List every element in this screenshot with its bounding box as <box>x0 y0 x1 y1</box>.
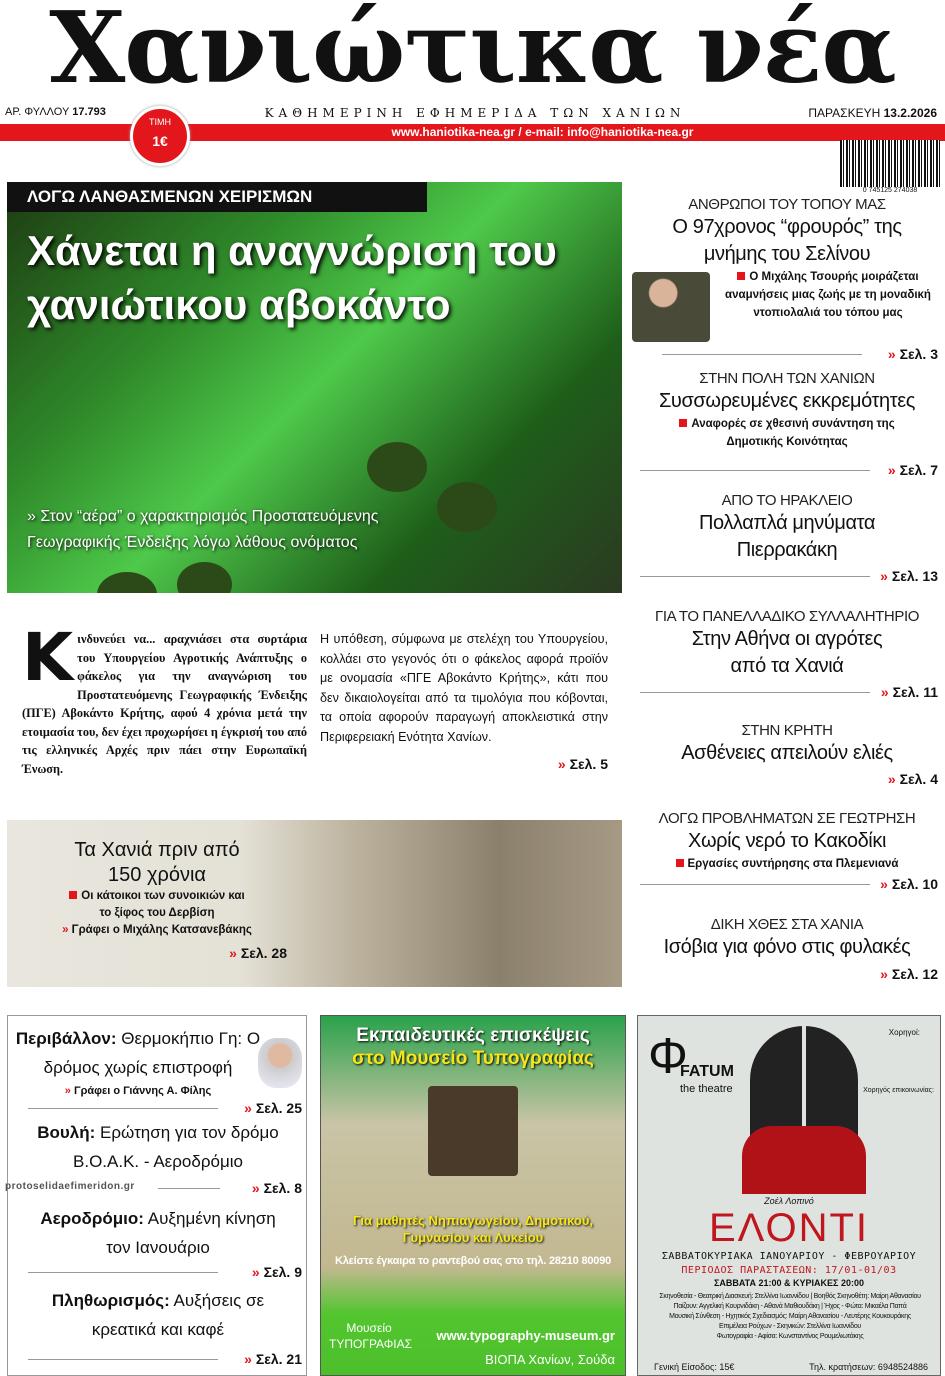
story-headline: Ασθένειες απειλούν ελιές <box>681 742 893 764</box>
lead-subheadline: » Στον “αέρα” ο χαρακτηρισμός Προστατευόμενης Γεωγραφικής Ένδειξης λόγω λάθους ονόματος <box>27 508 379 551</box>
play-period: ΠΕΡΙΟΔΟΣ ΠΑΡΑΣΤΑΣΕΩΝ: 17/01-01/03 <box>681 1265 897 1276</box>
poster-red-coat <box>742 1126 866 1194</box>
story-page-link[interactable]: » Σελ. 4 <box>887 771 938 787</box>
play-author: Ζοέλ Λοπινό <box>764 1196 814 1206</box>
lead-headline[interactable]: Χάνεται η αναγνώριση του χανιώτικου αβοκάντο <box>27 227 557 328</box>
play-times: ΣΑΒΒΑΤΑ 21:00 & ΚΥΡΙΑΚΕΣ 20:00 <box>714 1278 864 1288</box>
museum-logo: Μουσείο ΤΥΠΟΓΡΑΦΙΑΣ <box>329 1321 413 1351</box>
right-story-4[interactable] <box>632 608 942 703</box>
history-page-link[interactable]: » Σελ. 28 <box>229 945 287 961</box>
portrait-photo <box>632 272 710 342</box>
ad-location: ΒΙΟΠΑ Χανίων, Σούδα <box>485 1352 615 1367</box>
museum-ad[interactable] <box>320 1015 626 1376</box>
history-author: Γράφει ο Μιχάλης Κατσανεβάκης <box>71 924 252 936</box>
columnist-photo <box>258 1038 302 1088</box>
watermark: protoselidaefimeridon.gr <box>5 1181 135 1192</box>
story-headline: Συσσωρευμένες εκκρεμότητες <box>658 390 916 412</box>
brief-2-page[interactable]: » Σελ. 8 <box>251 1180 302 1196</box>
right-story-5[interactable] <box>632 722 942 792</box>
story-headline: Χωρίς νερό το Κακοδίκι <box>688 830 886 852</box>
story-page-link[interactable]: » Σελ. 13 <box>880 568 938 584</box>
barcode: 0 745125 274038 <box>840 140 940 192</box>
brief-1-page[interactable]: » Σελ. 25 <box>244 1100 302 1116</box>
story-deck: Εργασίες συντήρησης στα Πλεμενιανά <box>632 855 942 873</box>
tagline: ΚΑΘΗΜΕΡΙΝΗ ΕΦΗΜΕΡΙΔΑ ΤΩΝ ΧΑΝΙΩΝ <box>264 106 686 120</box>
ad-subtitle: στο Μουσείο Τυπογραφίας <box>352 1048 594 1069</box>
masthead-title: Χανιώτικα νέα <box>49 0 896 106</box>
lead-body-col2: Η υπόθεση, σύμφωνα με στελέχη του Υπουργείου, κολλάει στο γεγονός ότι ο φάκελος αφορά προϊόν με ονομασία «ΠΓΕ Αβοκάντο Κρήτης», κάτι που δεν δικαιολογείται από τα τιμολόγια που κόβονται, τα οποία αφορούν παραγωγή αποκλειστικά στην Περιφερειακή Ενότητα Χανίων. » Σελ. 5 <box>320 630 608 775</box>
story-page-link[interactable]: » Σελ. 7 <box>887 462 938 478</box>
right-story-3[interactable] <box>632 492 942 587</box>
story-kicker: ΑΠΟ ΤΟ ΗΡΑΚΛΕΙΟ <box>721 492 853 509</box>
fatum-logo-icon: Φ <box>648 1028 688 1084</box>
booking-phone: Τηλ. κρατήσεων: 6948524886 <box>809 1362 928 1372</box>
story-headline: Πολλαπλά μηνύματα Πιερρακάκη <box>698 512 876 561</box>
story-kicker: ΑΝΘΡΩΠΟΙ ΤΟΥ ΤΟΠΟΥ ΜΑΣ <box>688 196 886 213</box>
story-kicker: ΔΙΚΗ ΧΘΕΣ ΣΤΑ ΧΑΝΙΑ <box>710 916 864 933</box>
story-headline: Ο 97χρονος “φρουρός” της μνήμης του Σελίνου <box>672 216 902 265</box>
ad-url[interactable]: www.typography-museum.gr <box>436 1328 615 1343</box>
ad-audience: Για μαθητές Νηπιαγωγείου, Δημοτικού, Γυμνασίου και Λυκείου <box>352 1213 594 1245</box>
story-headline: Ισόβια για φόνο στις φυλακές <box>663 936 911 958</box>
play-schedule: ΣΑΒΒΑΤΟΚΥΡΙΑΚΑ ΙΑΝΟΥΑΡΙΟΥ - ΦΕΒΡΟΥΑΡΙΟΥ <box>661 1251 917 1262</box>
brief-3-page[interactable]: » Σελ. 9 <box>251 1264 302 1280</box>
story-kicker: ΓΙΑ ΤΟ ΠΑΝΕΛΛΑΔΙΚΟ ΣΥΛΛΑΛΗΤΗΡΙΟ <box>654 608 919 625</box>
lead-body-col1: Κινδυνεύει να... αραχνιάσει στα συρτάρια του Υπουργείου Αγροτικής Ανάπτυξης ο φάκελος για την αναγνώριση του Προστατευόμενης Γεωγραφικής Ένδειξης (ΠΓΕ) Αβοκάντο Κρήτης, αφού 4 χρόνια μετά την ετοιμασία του, δεν έχει προχωρήσει η έγκρισή του από τις ελληνικές Αρχές πριν πάει στην Ευρωπαϊκή Ένωση. <box>22 619 307 776</box>
history-feature[interactable]: Τα Χανιά πριν από 150 χρόνια Οι κάτοικοι των συνοικιών και το ξίφος του Δερβίση » Γράφει ο Μιχάλης Κατσανεβάκης » Σελ. 28 <box>7 820 622 987</box>
right-story-7[interactable] <box>632 916 942 986</box>
comm-sponsor-label: Χορηγός επικοινωνίας: <box>863 1087 934 1094</box>
brief-2[interactable]: Βουλή: Ερώτηση για τον δρόμο Β.Ο.Α.Κ. - Αεροδρόμιο <box>37 1123 279 1171</box>
ad-title: Εκπαιδευτικές επισκέψεις <box>356 1025 590 1046</box>
date: ΠΑΡΑΣΚΕΥΗ 13.2.2026 <box>808 106 937 120</box>
brief-3[interactable]: Αεροδρόμιο: Αυξημένη κίνηση τον Ιανουάριο <box>40 1209 276 1257</box>
story-headline: Στην Αθήνα οι αγρότες από τα Χανιά <box>691 628 883 677</box>
lead-story-image[interactable] <box>7 182 622 593</box>
contact-bar[interactable]: www.haniotika-nea.gr / e-mail: info@haniotika-nea.gr <box>0 124 945 141</box>
story-page-link[interactable]: » Σελ. 12 <box>880 966 938 982</box>
theatre-ad[interactable] <box>637 1015 941 1376</box>
ticket-price: Γενική Είσοδος: 15€ <box>654 1362 735 1372</box>
story-kicker: ΣΤΗΝ ΠΟΛΗ ΤΩΝ ΧΑΝΙΩΝ <box>699 370 875 387</box>
lead-kicker: ΛΟΓΩ ΛΑΝΘΑΣΜΕΝΩΝ ΧΕΙΡΙΣΜΩΝ <box>7 182 427 212</box>
theatre-brand: FATUM the theatre <box>680 1063 734 1095</box>
brief-1[interactable]: Περιβάλλον: Θερμοκήπιο Γη: Ο δρόμος χωρίς επιστροφή » Γράφει ο Γιάννης Α. Φίλης <box>15 1029 261 1097</box>
right-story-6[interactable] <box>632 810 942 906</box>
story-deck: Ο Μιχάλης Τσουρής μοιράζεται αναμνήσεις μιας ζωής με τη μοναδική ντοπιολαλιά του τόπου μας <box>725 271 931 319</box>
right-story-1[interactable] <box>632 196 942 364</box>
story-page-link[interactable]: » Σελ. 11 <box>880 684 938 700</box>
printing-press-illustration <box>428 1086 518 1176</box>
story-deck: Αναφορές σε χθεσινή συνάντηση της Δημοτικής Κοινότητας <box>677 415 897 451</box>
brief-4[interactable]: Πληθωρισμός: Αυξήσεις σε κρεατικά και καφέ <box>51 1291 265 1339</box>
right-story-2[interactable] <box>632 370 942 482</box>
story-kicker: ΣΤΗΝ ΚΡΗΤΗ <box>741 722 833 739</box>
brief-4-page[interactable]: » Σελ. 21 <box>244 1351 302 1367</box>
story-page-link[interactable]: » Σελ. 3 <box>887 346 938 362</box>
play-title: ΕΛΟΝΤΙ <box>708 1206 870 1250</box>
briefs-box <box>7 1015 307 1376</box>
history-deck: Οι κάτοικοι των συνοικιών και το ξίφος του Δερβίση <box>81 890 245 919</box>
sponsors-label: Χορηγοί: <box>888 1028 920 1037</box>
ad-booking: Κλείστε έγκαιρα το ραντεβού σας στο τηλ. 28210 80090 <box>334 1255 612 1267</box>
issue-number: ΑΡ. ΦΥΛΛΟΥ 17.793 <box>5 106 106 118</box>
story-kicker: ΛΟΓΩ ΠΡΟΒΛΗΜΑΤΩΝ ΣΕ ΓΕΩΤΡΗΣΗ <box>658 810 916 827</box>
lead-page-link[interactable]: » Σελ. 5 <box>557 756 608 772</box>
price-badge: ΤΙΜΗ 1€ <box>130 106 190 166</box>
play-credits: Σκηνοθεσία - Θεατρική Διασκευή: Στελλίνα Ιωαννίδου | Βοηθός Σκηνοθέτη: Μαίρη Αθανασίου Παίζουν: Αγγελική Κουρνιδάκη - Αθανά Μαθιουδάκη | Ήχος - Φώτα: Μικαέλα Παπά Μουσική Σύνθεση - Ηχητικός Σχεδιασμός: Μαίρη Αθανασίου - Λευτέρης Κουκουράκης Επιμέλεια Ρούχων - Σκηνικών: Στελλίνα Ιωαννίδου Φωτογραφία - Αφίσα: Κωνσταντίνος Ρουμελιωτάκης <box>659 1293 921 1340</box>
story-page-link[interactable]: » Σελ. 10 <box>880 876 938 892</box>
history-headline: Τα Χανιά πριν από 150 χρόνια <box>74 839 240 886</box>
